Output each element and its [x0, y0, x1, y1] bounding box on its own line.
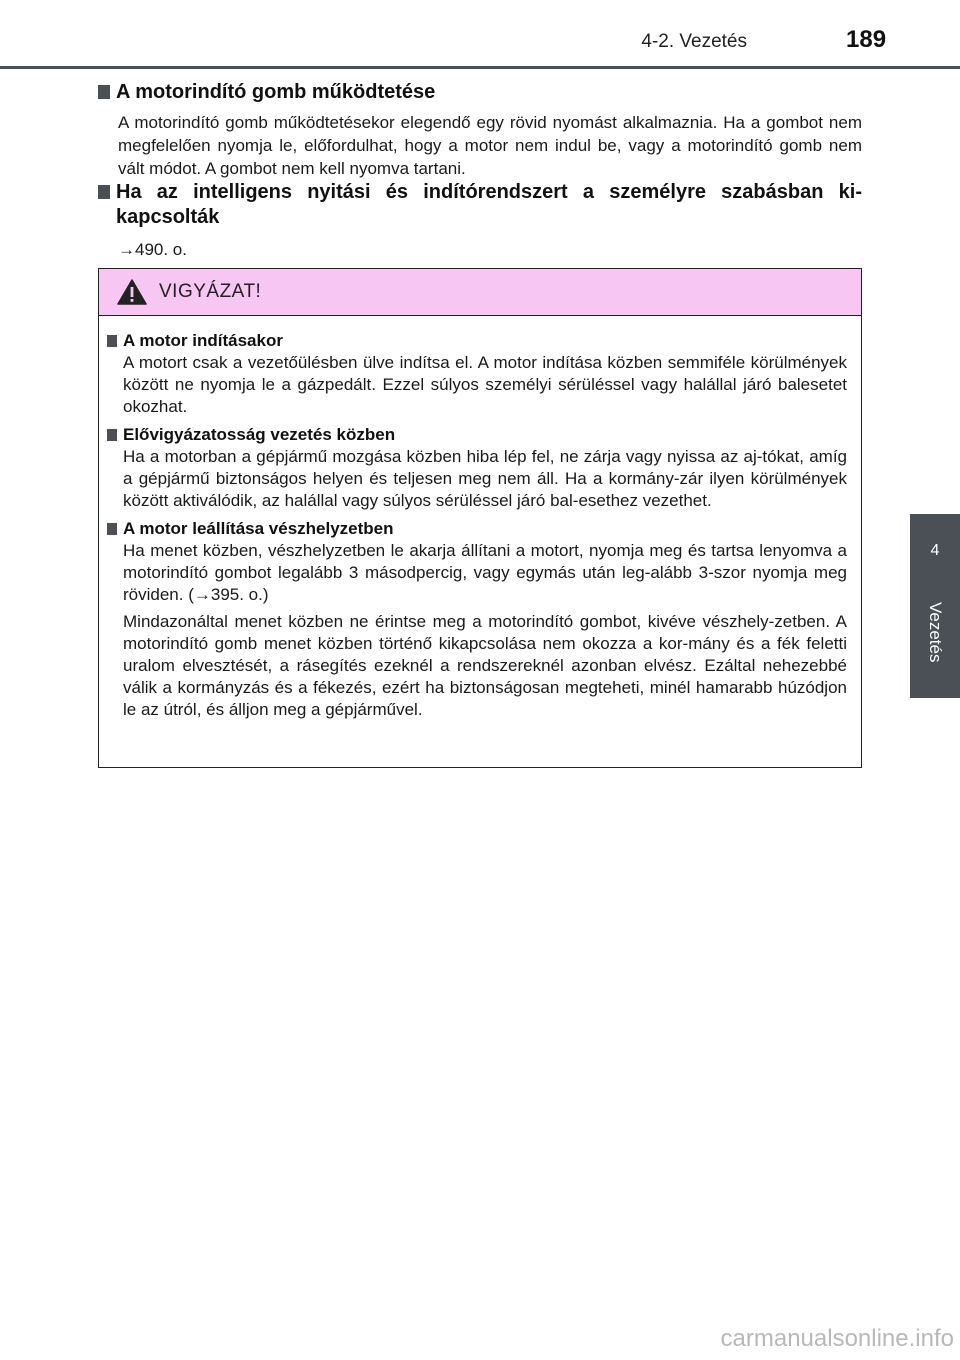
square-bullet-icon [98, 85, 110, 99]
section-button-operation [98, 80, 862, 180]
section-heading [98, 80, 862, 105]
caution-item-heading-text: A motor leállítása vészhelyzetben [123, 519, 394, 538]
caution-item-heading-text: Elővigyázatosság vezetés közben [123, 425, 396, 444]
warning-triangle-icon [117, 279, 147, 305]
chapter-label: Vezetés [926, 602, 945, 663]
square-bullet-icon [98, 185, 110, 199]
caution-item-heading [107, 424, 847, 446]
caution-box [98, 268, 862, 768]
square-bullet-icon [107, 429, 117, 441]
caution-paragraph: Ha a motorban a gépjármű mozgása közben hiba lép fel, ne zárja vagy nyissa az aj-tókat, amíg a gépjármű biztonságos helyen és teljesen meg nem áll. Ha a kormány-zár ilyen körülmények között aktiválódik, az halállal vagy súlyos sérüléssel járó bal-esethez vezethet. [123, 447, 847, 510]
section-body: A motorindító gomb működtetésekor elegendő egy rövid nyomást alkalmaznia. Ha a gombot nem megfelelően nyomja le, előfordulhat, hogy a motor nem indul be, vagy a motorindító gomb nem vált módot. A gombot nem kell nyomva tartani. [118, 113, 862, 178]
caution-item-driving [107, 424, 847, 512]
chapter-number: 4 [930, 542, 940, 559]
section-heading-text: Ha az intelligens nyitási és indítórendszert a személyre szabásban ki-kapcsolták [116, 181, 862, 228]
caution-paragraph: A motort csak a vezetőülésben ülve indítsa el. A motor indítása közben semmiféle körülmények között ne nyomja le a gázpedált. Ezzel súlyos személyi sérüléssel vagy halállal járó balesetet okozhat. [123, 353, 847, 416]
section-title: 4-2. Vezetés [641, 31, 747, 52]
header-divider [0, 66, 960, 69]
section-heading [98, 180, 862, 230]
caution-item-heading [107, 518, 847, 540]
caution-item-starting [107, 330, 847, 418]
square-bullet-icon [107, 523, 117, 535]
site-watermark: carmanualsonline.info [720, 1325, 954, 1352]
square-bullet-icon [107, 335, 117, 347]
caution-item-heading-text: A motor indításakor [123, 331, 283, 350]
caution-content [99, 316, 861, 721]
caution-item-body [123, 352, 847, 418]
caution-item-emergency-stop [107, 518, 847, 721]
page-reference: →490. o. [118, 240, 187, 259]
caution-item-body [123, 540, 847, 721]
section-customization [98, 180, 862, 261]
caution-item-body [123, 446, 847, 512]
caution-paragraph: Mindazonáltal menet közben ne érintse meg a motorindító gombot, kivéve vészhely-zetben. A motorindító gomb menet közben történő kikapcsolása nem okozza a kor-mány és a fék feletti uralom elvesztését, a rásegítés ezeknél a rendszereknél azonban elvész. Ezáltal nehezebbé válik a kormányzás és a fékezés, ezért ha biztonságosan megteheti, minél hamarabb húzódjon le az útról, és álljon meg a gépjárművel. [123, 612, 847, 719]
section-heading-text: A motorindító gomb működtetése [116, 81, 436, 103]
caution-header [99, 269, 861, 316]
caution-paragraph: Ha menet közben, vészhelyzetben le akarja állítani a motort, nyomja meg és tartsa lenyomva a motorindító gombot legalább 3 másodpercig, vagy egymás után leg-alább 3-szor nyomja meg röviden. (→395. o.) [123, 541, 847, 604]
caution-title: VIGYÁZAT! [159, 281, 262, 302]
page-number: 189 [846, 26, 887, 53]
chapter-side-tab [910, 514, 960, 698]
caution-item-heading [107, 330, 847, 352]
